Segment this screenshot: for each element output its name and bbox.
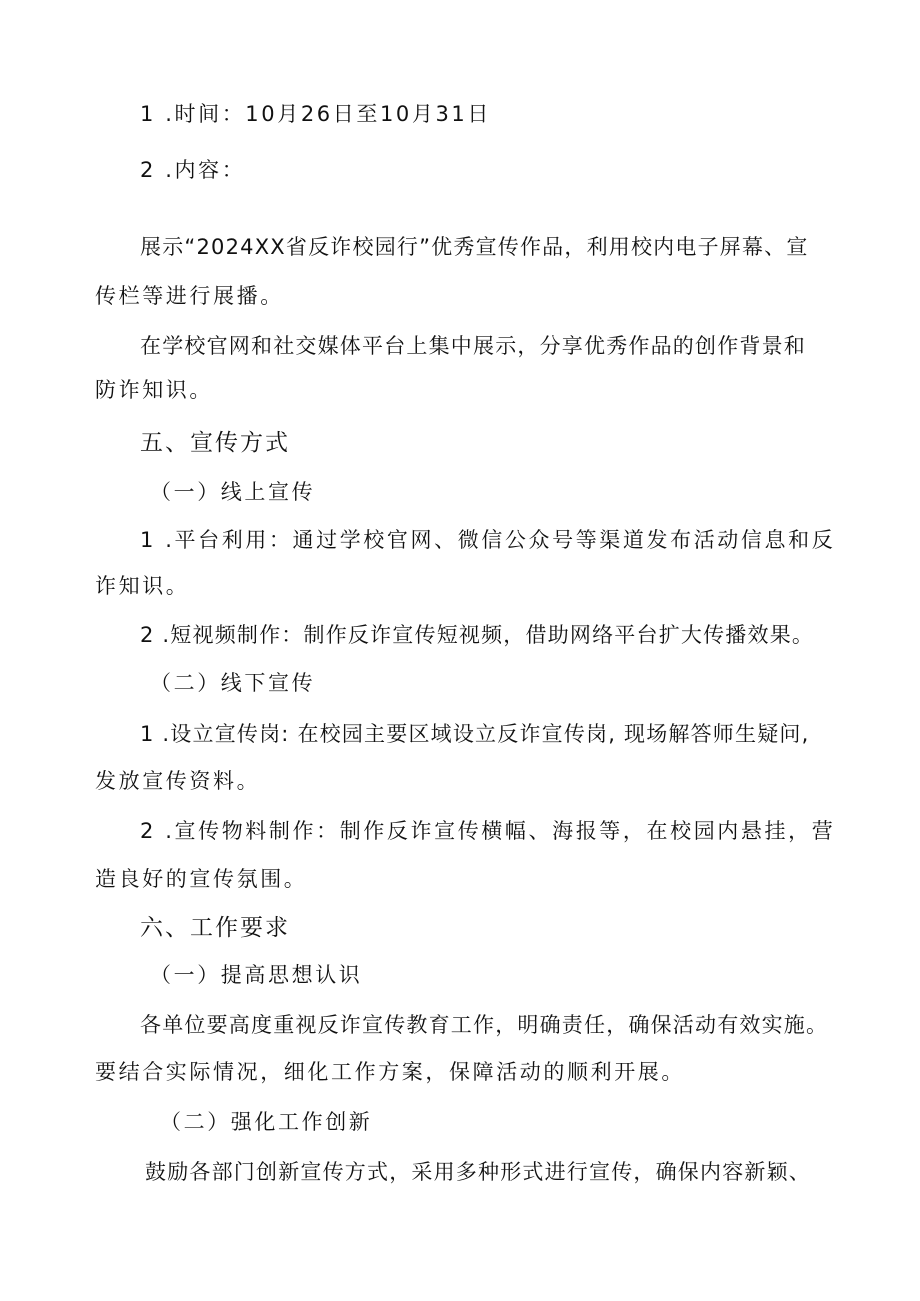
paragraph-line: 在学校官网和社交媒体平台上集中展示，分享优秀作品的创作背景和 [140, 334, 806, 358]
paragraph-line: 各单位要高度重视反诈宣传教育工作，明确责任，确保活动有效实施。 [140, 1013, 829, 1037]
paragraph-line: 诈知识。 [95, 574, 190, 598]
paragraph-line: 发放宣传资料。 [95, 769, 261, 793]
paragraph-line: 防诈知识。 [95, 378, 213, 402]
section-heading: 五、宣传方式 [140, 430, 290, 456]
text-line-time: 1 .时间：10月26日至10月31日 [140, 102, 491, 126]
paragraph-line: 2 .宣传物料制作：制作反诈宣传横幅、海报等，在校园内悬挂，营 [140, 819, 836, 843]
subsection-heading: （一）提高思想认识 [150, 963, 363, 987]
paragraph-line: 造良好的宣传氛围。 [95, 867, 308, 891]
subsection-heading: （二）强化工作创新 [160, 1110, 373, 1134]
paragraph-line: 展示“2024XX省反诈校园行”优秀宣传作品，利用校内电子屏幕、宣 [140, 235, 809, 259]
paragraph-line: 2 .短视频制作：制作反诈宣传短视频，借助网络平台扩大传播效果。 [140, 623, 815, 647]
paragraph-line: 要结合实际情况，细化工作方案，保障活动的顺利开展。 [95, 1060, 685, 1084]
subsection-heading: （一）线上宣传 [150, 480, 316, 504]
paragraph-line: 鼓励各部门创新宣传方式，采用多种形式进行宣传，确保内容新颖、 [145, 1160, 811, 1184]
paragraph-line: 传栏等进行展播。 [95, 284, 284, 308]
subsection-heading: （二）线下宣传 [150, 671, 316, 695]
section-heading: 六、工作要求 [140, 915, 290, 941]
paragraph-line: 1 .设立宣传岗: 在校园主要区域设立反诈宣传岗, 现场解答师生疑问, [140, 722, 810, 746]
text-line-content-label: 2 .内容： [140, 158, 246, 182]
paragraph-line: 1 .平台利用：通过学校官网、微信公众号等渠道发布活动信息和反 [140, 528, 836, 552]
